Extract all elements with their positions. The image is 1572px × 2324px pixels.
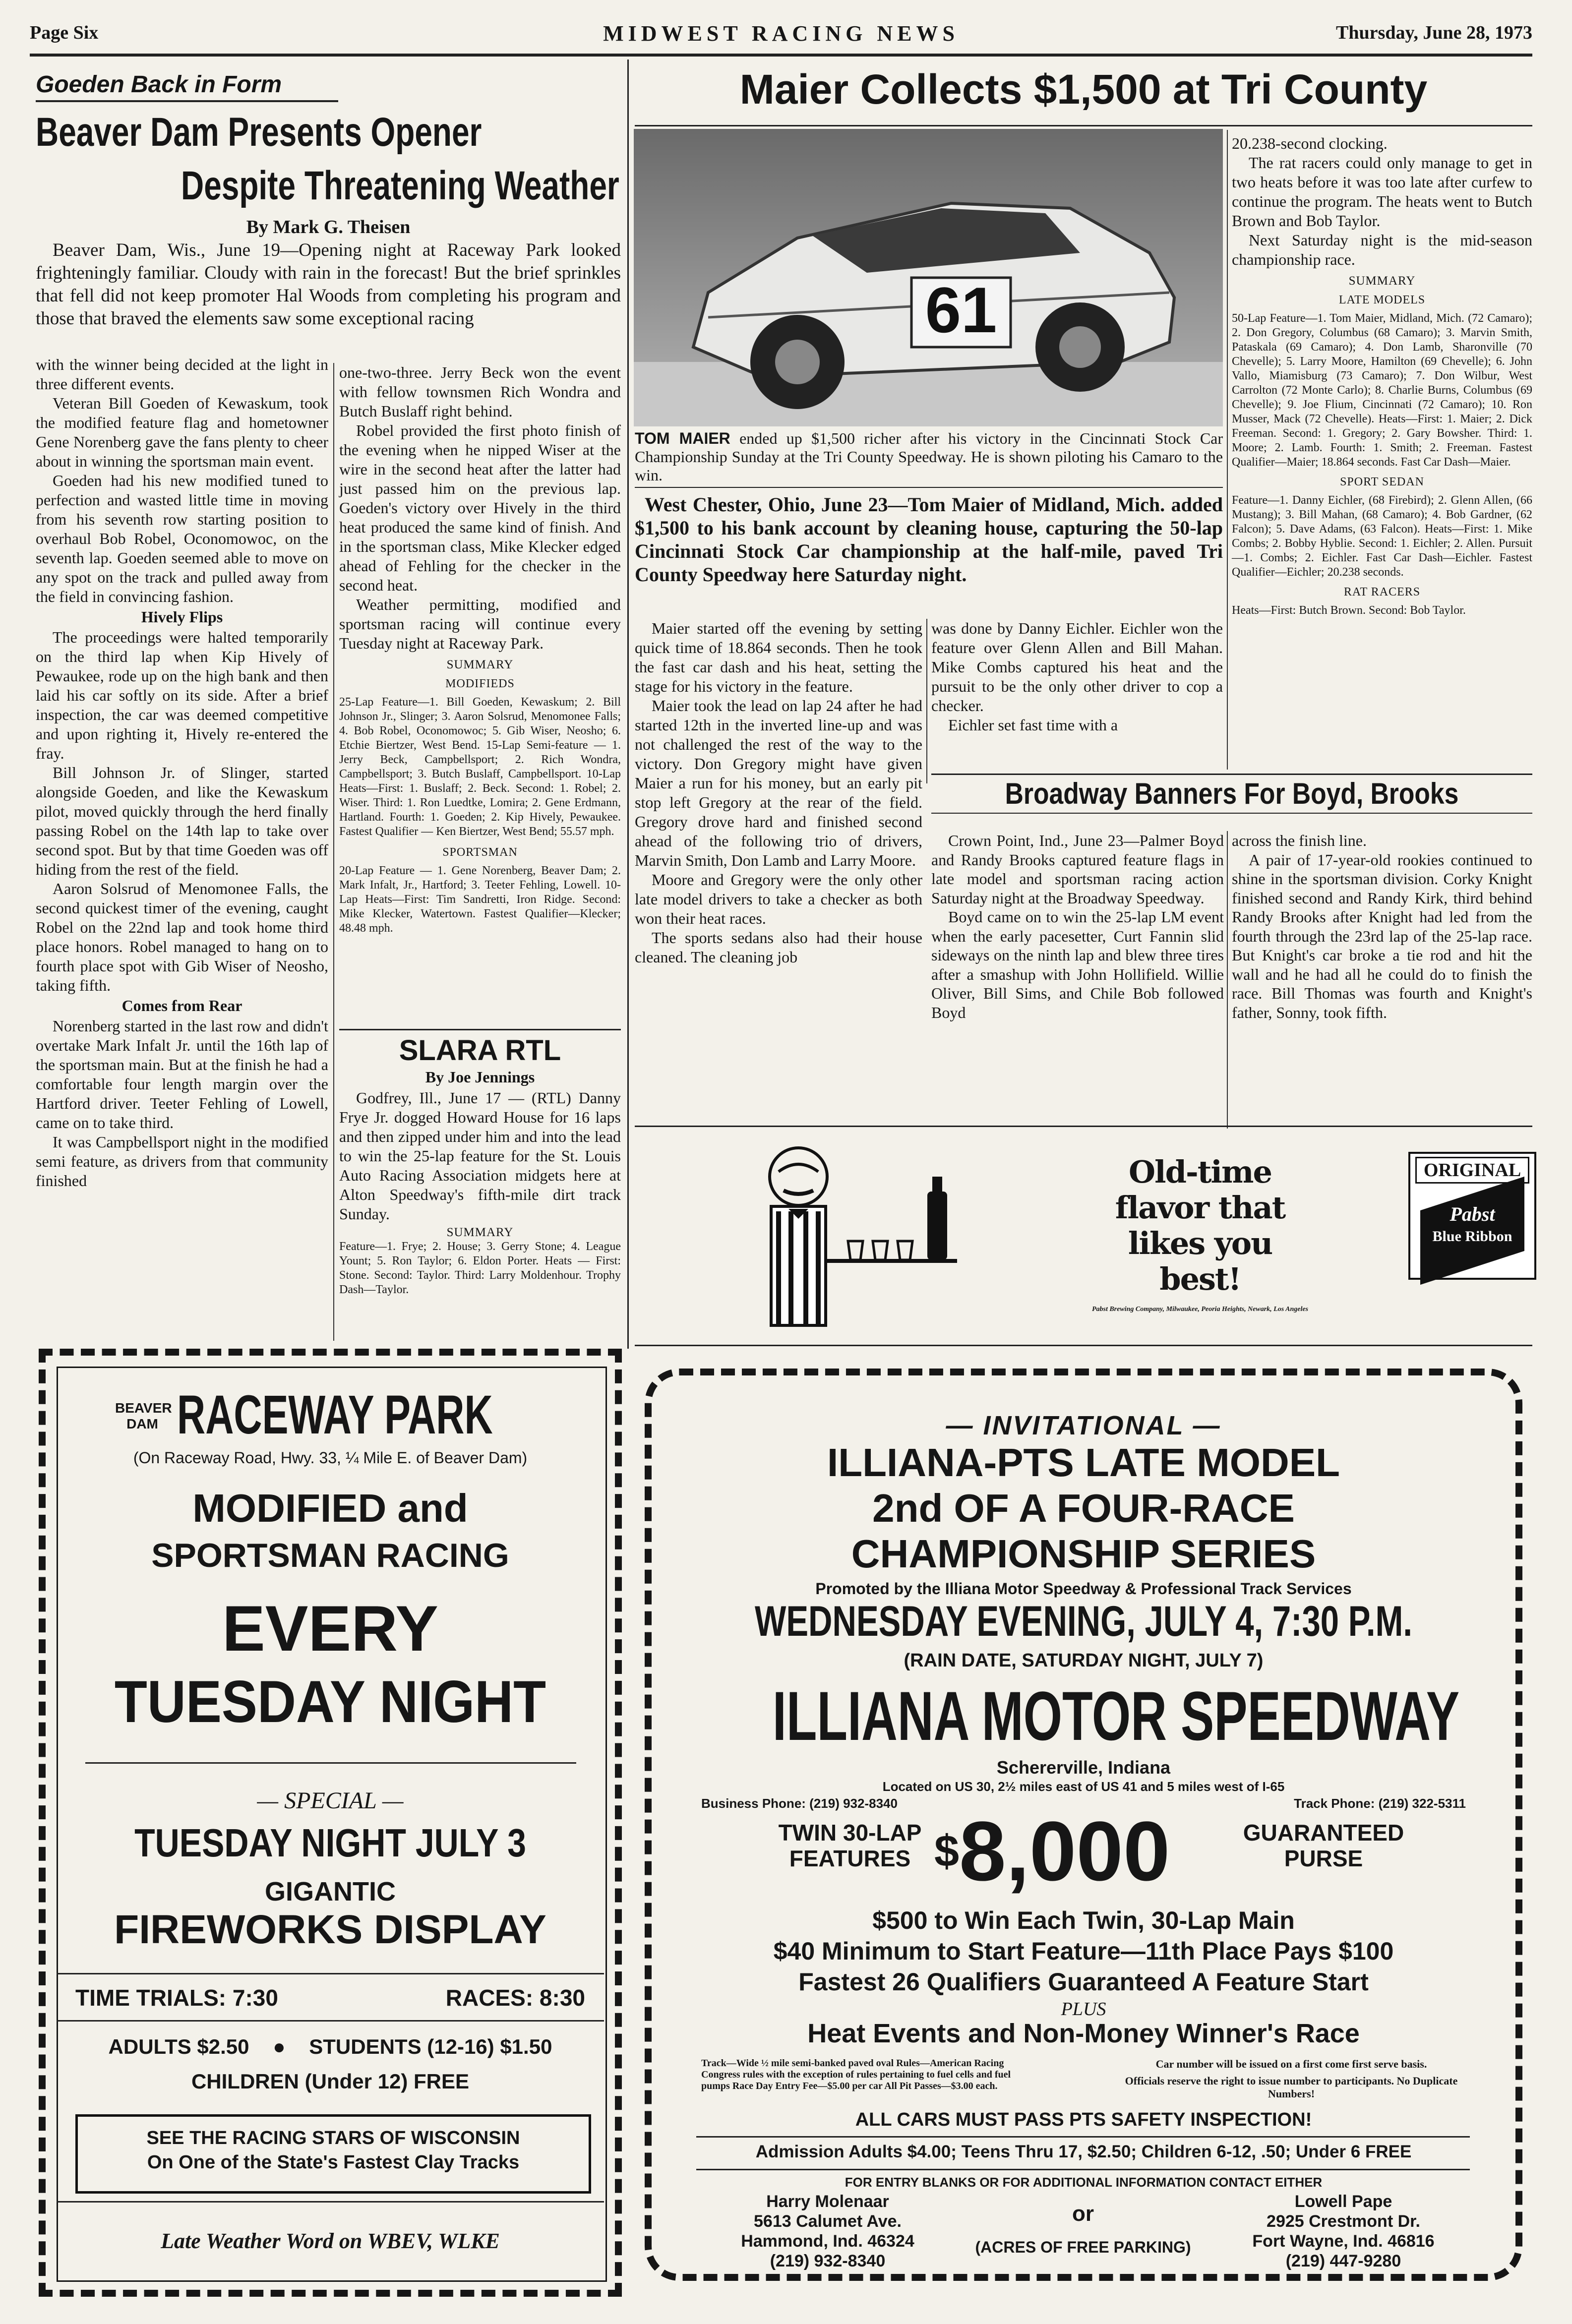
results-text: 20-Lap Feature — 1. Gene Norenberg, Beaver Dam; 2. Mark Infalt, Jr., Hartford; 3. Teeter Fehling, Lowell. 10-Lap Heats—First: Tim Sandretti, Iron Ridge. Second: Mike Klecker, Watertown. Fastest Qualifier—Klecker; 48.48 mph.: [339, 864, 621, 935]
adults-price: ADULTS $2.50: [108, 2035, 249, 2058]
raceway-line4: TUESDAY NIGHT: [114, 1669, 546, 1735]
slara-summary: [339, 1240, 621, 1297]
illiana-ad: [645, 1369, 1522, 2281]
subhead-comes-from-rear: Comes from Rear: [121, 997, 242, 1014]
raceway-line6: GIGANTIC: [265, 1877, 396, 1907]
rules-right: [1113, 2058, 1470, 2100]
headline-line-1: Beaver Dam Presents Opener: [36, 110, 482, 155]
paragraph: Bill Johnson Jr. of Slinger, started alongside Goeden, and like the Kewaskum pilot, moved quickly through the herd finally passing Robel on the 14th lap to take over second spot. But by that time Goeden was off hiding from the rest of the field.: [36, 764, 328, 878]
masthead: [30, 14, 1532, 50]
tricounty-lead: [635, 493, 1223, 586]
paragraph: Veteran Bill Goeden of Kewaskum, took the modified feature flag and hometowner Gene Norenberg gave the fans plenty to cheer about in winning the sportsman main event.: [36, 394, 328, 470]
slogan-line: flavor that: [1115, 1190, 1285, 1226]
slara-summary-head: SUMMARY: [446, 1226, 514, 1239]
contact-address: 2925 Crestmont Dr.: [1267, 2212, 1420, 2231]
broadway-headline: Broadway Banners For Boyd, Brooks: [1005, 777, 1459, 810]
twin-features: [776, 1820, 924, 1871]
paragraph: It was Campbellsport night in the modified semi feature, as drivers from that community finished: [36, 1133, 328, 1190]
contact-phone: (219) 932-8340: [770, 2252, 886, 2270]
raceway-rule-3: [57, 2020, 604, 2022]
invitational: — INVITATIONAL —: [946, 1411, 1221, 1440]
raceway-rule-1: [85, 1762, 576, 1764]
track-phone: Track Phone: (219) 322-5311: [1294, 1796, 1466, 1811]
tricounty-rule: [635, 125, 1532, 126]
slogan-line: likes you: [1128, 1225, 1272, 1261]
illiana-rule-2: [696, 2169, 1470, 2170]
purse-number: 8,000: [959, 1804, 1170, 1899]
pabst-footer: Pabst Brewing Company, Milwaukee, Peoria Heights, Newark, Los Angeles: [1091, 1306, 1309, 1313]
illiana-admission: Admission Adults $4.00; Teens Thru 17, $2.50; Children 6-12, .50; Under 6 FREE: [755, 2142, 1412, 2161]
article1-lead: [36, 239, 621, 330]
illiana-parking: (ACRES OF FREE PARKING): [975, 2238, 1191, 2256]
car-number: 61: [925, 274, 997, 346]
paragraph: Crown Point, Ind., June 23—Palmer Boyd and Randy Brooks captured feature flags in late model and sportsman racing action Saturday night at the Broadway Speedway.: [931, 832, 1224, 907]
weather-word: Late Weather Word on WBEV, WLKE: [161, 2229, 500, 2253]
results-text: Feature—1. Frye; 2. House; 3. Gerry Stone; 4. League Yount; 5. Ron Taylor; 6. Eldon Porter. Heats — First: Stone. Second: Taylor. Third: Larry Moldenhour. Trophy Dash—Taylor.: [339, 1240, 621, 1296]
contact-city: Fort Wayne, Ind. 46816: [1252, 2232, 1435, 2251]
tricounty-summary-head: SUMMARY: [1348, 274, 1416, 288]
paragraph: Next Saturday night is the mid-season championship race.: [1232, 231, 1532, 268]
ads-rule: [635, 1345, 1532, 1346]
stars-line-2: On One of the State's Fastest Clay Tracks: [147, 2152, 520, 2173]
subhead-hively-flips: Hively Flips: [141, 608, 223, 626]
broadway-column-2: [1232, 831, 1532, 1022]
raceway-address: (On Raceway Road, Hwy. 33, ¼ Mile E. of Beaver Dam): [133, 1449, 528, 1467]
sportsman-head: SPORTSMAN: [442, 846, 518, 859]
races-time: RACES: 8:30: [445, 1985, 585, 2011]
illiana-plus: PLUS: [1061, 1999, 1106, 2020]
payout-line: $40 Minimum to Start Feature—11th Place Pays $100: [773, 1937, 1394, 1965]
label-brand: Pabst: [1450, 1203, 1495, 1225]
paragraph: Godfrey, Ill., June 17 — (RTL) Danny Frye Jr. dogged Howard House for 16 laps and then zipped under him and into the lead to win the 25-lap feature for the St. Louis Auto Racing Association midgets here at Alton Speedway's fifth-mile dirt track Sunday.: [339, 1089, 621, 1223]
waiter-illustration: [724, 1137, 972, 1330]
sportsman-results: [339, 864, 621, 936]
sport-sedan-results: [1232, 493, 1532, 580]
pabst-slogan: [1081, 1154, 1319, 1297]
raceway-line2: SPORTSMAN RACING: [151, 1537, 509, 1574]
lead-paragraph: West Chester, Ohio, June 23—Tom Maier of Midland, Mich. added $1,500 to his bank account by cleaning house, capturing the 50-lap Cincinnati Stock Car championship at the half-mile, paved Tri County Speedway here Saturday night.: [635, 493, 1223, 586]
paragraph: Norenberg started in the last row and didn't overtake Mark Infalt Jr. until the 16th lap of the sportsman main. But at the finish he had a comfortable four length margin over the Hartford driver. Teeter Fehling of Lowell, came on to take third.: [36, 1017, 328, 1132]
caption-name: TOM MAIER: [635, 429, 730, 447]
article1-column-1: [36, 355, 328, 1191]
raceway-rule-4: [57, 2201, 604, 2203]
label-sub: Blue Ribbon: [1432, 1228, 1512, 1245]
paper-name: MIDWEST RACING NEWS: [603, 21, 959, 46]
twin-line-1: TWIN 30-LAP: [778, 1820, 922, 1846]
raceway-line3: EVERY: [222, 1592, 438, 1665]
payout-line: Fastest 26 Qualifiers Guaranteed A Feature Start: [798, 1968, 1369, 1996]
illiana-heat-events: Heat Events and Non-Money Winner's Race: [807, 2019, 1360, 2048]
masthead-rule: [30, 54, 1532, 57]
paragraph: Eichler set fast time with a: [948, 716, 1118, 734]
dam-text: DAM: [126, 1416, 158, 1431]
purse-amount: [934, 1804, 1170, 1899]
caption-rule: [635, 487, 1223, 488]
slara-article: [339, 1029, 621, 1297]
modified-head: MODIFIEDS: [445, 677, 515, 690]
byline-theisen: By Mark G. Theisen: [246, 217, 411, 238]
paragraph: The sports sedans also had their house cleaned. The cleaning job: [635, 929, 922, 966]
pabst-label: [1408, 1152, 1536, 1280]
raceway-name: RACEWAY PARK: [177, 1384, 493, 1445]
late-models-head: LATE MODELS: [1338, 294, 1426, 306]
payout-line: $500 to Win Each Twin, 30-Lap Main: [872, 1907, 1295, 1934]
rules-right-2: Officials reserve the right to issue number to participants. No Duplicate Numbers!: [1125, 2075, 1458, 2100]
illiana-h2: 2nd OF A FOUR-RACE: [872, 1486, 1295, 1530]
beaver-text: BEAVER: [115, 1400, 172, 1416]
results-text: 50-Lap Feature—1. Tom Maier, Midland, Mich. (72 Camaro); 2. Don Gregory, Columbus (68 Camaro); 3. Marvin Smith, Pataskala (69 Camaro); 4. Don Lamb, Sharonville (70 Chevelle); 5. Larry Moore, Hamilton (69 Chevelle); 6. John Vallo, Miamisburg (73 Camaro); 7. Don Wilbur, West Carrolton (72 Monte Carlo); 8. Charlie Burns, Columbus (69 Chevelle); 9. Joe Flium, Cincinnati (72 Camaro); 10. Ron Musser, Mack (72 Chevelle). Heats—First: 1. Maier; 2. Dick Freeman. Second: 1. Gregory; 2. Gary Bowsher. Third: 1. Moore; 2. Lamb. Fourth: 1. Smith; 2. Freeman. Fastest Qualifier—Maier; 18.864 seconds. Fast Car Dash—Maier.: [1232, 312, 1532, 469]
illiana-safety: ALL CARS MUST PASS PTS SAFETY INSPECTION!: [855, 2109, 1312, 2130]
column-rule-main: [627, 60, 629, 1349]
raceway-rule-2: [57, 1973, 604, 1974]
contact-city: Hammond, Ind. 46324: [741, 2232, 914, 2251]
broadway-divider: [1227, 831, 1228, 1129]
broadway-column-1: [931, 831, 1224, 1022]
rules-left: Track—Wide ½ mile semi-banked paved oval Rules—American Racing Congress rules with the exception of rules pertaining to fuel cells and fuel pumps Race Day Entry Fee—$5.00 per car All Pit Passes—$3.00 each.: [701, 2058, 1011, 2091]
paragraph: one-two-three. Jerry Beck won the event with fellow townsmen Rich Wondra and Butch Buslaff right behind.: [339, 363, 621, 420]
illiana-promoted: Promoted by the Illiana Motor Speedway & Professional Track Services: [815, 1580, 1352, 1598]
article1-column-2: [339, 363, 621, 936]
results-text: 25-Lap Feature—1. Bill Goeden, Kewaskum; 2. Bill Johnson Jr., Slinger; 3. Aaron Solsrud, Menomonee Falls; 4. Bob Robel, Oconomowoc; 5. Gib Wiser, Neosho; 6. Etchie Biertzer, West Bend. 15-Lap Semi-feature — 1. Jerry Beck, Campbellsport; 2. Rich Wondra, Campbellsport; 3. Butch Buslaff, Campbellsport. 10-Lap Heats—First: 1. Buslaff; 2. Beck. Second: 1. Robel; 2. Wiser. Third: 1. Ron Luedtke, Lomira; 2. Gene Erdmann, Hartland. Fourth: 1. Goeden; 2. Kip Hively, Pewaukee. Fastest Qualifier — Ken Biertzer, West Bend; 55.57 mph.: [339, 696, 621, 838]
rules-right-1: Car number will be issued on a first come first serve basis.: [1155, 2058, 1427, 2070]
business-phone: Business Phone: (219) 932-8340: [701, 1796, 898, 1811]
modified-results: [339, 695, 621, 839]
broadway-article: [931, 774, 1532, 814]
raceway-line5: TUESDAY NIGHT JULY 3: [134, 1821, 526, 1865]
contact-phone: (219) 447-9280: [1285, 2252, 1401, 2270]
paragraph: 20.238-second clocking.: [1232, 134, 1388, 152]
bullet-icon: ●: [273, 2035, 286, 2058]
illiana-h3: CHAMPIONSHIP SERIES: [851, 1532, 1316, 1576]
contact-name: Harry Molenaar: [766, 2192, 889, 2211]
goeden-kicker: [36, 70, 338, 102]
contact-name: Lowell Pape: [1294, 2192, 1392, 2211]
paragraph: Goeden had his new modified tuned to perfection and wasted little time in moving from his seventh row starting position to overhaul Bob Robel, Oconomowoc, on the seventh lap. Goeden seemed able to move on any spot on the track and pulled away from the field in convincing fashion.: [36, 472, 328, 605]
contact-molenaar: [721, 2192, 934, 2271]
dollar-sign: $: [934, 1827, 960, 1876]
paragraph: The proceedings were halted temporarily on the third lap when Kip Hively of Pewaukee, rode up on the high bank and then laid his car softly on its side. After a brief inspection, the car was deemed competitive and upon righting it, Hively re-entered the fray.: [36, 628, 328, 762]
race-car-photo: [634, 129, 1223, 426]
paragraph: across the finish line.: [1232, 832, 1367, 849]
tricounty-headline: Maier Collects $1,500 at Tri County: [739, 66, 1428, 113]
illiana-town: Schererville, Indiana: [996, 1757, 1171, 1778]
pabst-ad: [635, 1126, 1532, 1345]
late-models-results: [1232, 311, 1532, 470]
illiana-date: WEDNESDAY EVENING, JULY 4, 7:30 P.M.: [755, 1598, 1412, 1645]
label-original: ORIGINAL: [1415, 1157, 1529, 1184]
rat-racers-results: [1232, 603, 1532, 618]
page-number: Page Six: [30, 22, 99, 43]
slara-byline: By Joe Jennings: [425, 1068, 535, 1086]
contact-pape: [1232, 2192, 1455, 2271]
illiana-or: or: [1072, 2202, 1094, 2226]
contact-address: 5613 Calumet Ave.: [754, 2212, 902, 2231]
paragraph: Weather permitting, modified and sportsman racing will continue every Tuesday night at Raceway Park.: [339, 596, 621, 652]
purse-text: PURSE: [1284, 1846, 1363, 1871]
racing-stars-box: [75, 2114, 591, 2194]
stars-line-1: SEE THE RACING STARS OF WISCONSIN: [146, 2128, 520, 2148]
slara-headline: SLARA RTL: [399, 1034, 561, 1067]
raceway-line1: MODIFIED and: [192, 1486, 468, 1530]
paragraph: Moore and Gregory were the only other late model drivers to take a checker as both won their heat races.: [635, 871, 922, 927]
paragraph: Maier took the lead on lap 24 after he had started 12th in the inverted line-up and was not challenged the rest of the way to the victory. Don Gregory might have given Maier a run for his money, but an early pit stop left Gregory at the rear of the field. Gregory drove hard and finished second ahead of the following trio of drivers, Marvin Smith, Don Lamb and Larry Moore.: [635, 697, 922, 869]
caption-text: ended up $1,500 richer after his victory in the Cincinnati Stock Car Championship Sunday at the Tri County Speedway. He is shown piloting his Camaro to the win.: [635, 429, 1223, 484]
tricounty-column-3: [1232, 134, 1532, 618]
children-price: CHILDREN (Under 12) FREE: [191, 2070, 470, 2093]
paragraph: with the winner being decided at the light in three different events.: [36, 356, 328, 393]
paragraph: Boyd came on to win the 25-lap LM event when the early pacesetter, Curt Fannin slid sideways on the ninth lap and blew three tires after a smashup with John Hollifield. Willie Oliver, Bill Sims, and Chile Bob followed Boyd: [931, 908, 1224, 1021]
beaver-dam-stack: [115, 1400, 170, 1432]
paragraph: Robel provided the first photo finish of the evening when he nipped Wiser at the wire in the second heat after the latter had just passed him on the previous lap. Goeden's victory over Hively in the third heat produced the same kind of finish. And in the sportsman class, Mike Klecker edged ahead of Fehling for the checker in the second heat.: [339, 421, 621, 594]
article1-column-divider: [333, 363, 334, 1341]
guaranteed-text: GUARANTEED: [1243, 1820, 1404, 1846]
illiana-rain: (RAIN DATE, SATURDAY NIGHT, JULY 7): [904, 1650, 1264, 1671]
paragraph: Aaron Solsrud of Menomonee Falls, the second quickest timer of the evening, caught Robel on the 22nd lap and took home third place honors. Robel managed to hang on to fourth place spot with Gib Wiser of Neosho, taking fifth.: [36, 880, 328, 994]
illiana-name: ILLIANA MOTOR SPEEDWAY: [772, 1677, 1460, 1755]
illiana-rule-1: [696, 2136, 1470, 2138]
paragraph: A pair of 17-year-old rookies continued to shine in the sportsman division. Corky Knight finished second and Randy Kirk, third behind Randy Brooks after Knight had led from the fourth through the 23rd lap of the 25-lap race. But Knight's car broke a tie rod and hit the wall and he had all he could do to finish the race. Bill Thomas was fourth and Knight's father, Sonny, took fifth.: [1232, 850, 1532, 1021]
lead-paragraph: Beaver Dam, Wis., June 19—Opening night at Raceway Park looked frighteningly familiar. Cloudy with rain in the forecast! But the brief sprinkles that fell did not keep promoter Hal Woods from completing his program and those that braved the elements saw some exceptional racing: [36, 240, 621, 329]
raceway-park-ad: [39, 1349, 622, 2297]
results-text: Heats—First: Butch Brown. Second: Bob Taylor.: [1232, 604, 1466, 617]
twin-line-2: FEATURES: [789, 1846, 911, 1871]
paragraph: was done by Danny Eichler. Eichler won the feature over Glenn Allen and Bill Mahan. Mike Combs captured his heat and the pursuit to be the only other driver to cop a checker.: [931, 619, 1223, 715]
tricounty-divider-1: [926, 619, 927, 783]
summary-head: SUMMARY: [446, 658, 514, 671]
results-text: Feature—1. Danny Eichler, (68 Firebird); 2. Glenn Allen, (66 Mustang); 3. Bill Mahan, (68 Camaro); 4. Bob Gardner, (62 Falcon); 5. Dave Adams, (63 Falcon). Heats—First: 1. Mike Combs; 2. Bobby Hyblie. Second: 1. Eichler; 2. Allen. Pursuit—1. Combs; 2. Eichler. Fast Car Dash—Eichler. Fastest Qualifier—Eichler; 20.238 seconds.: [1232, 494, 1532, 579]
paragraph: The rat racers could only manage to get in two heats before it was too late after curfew to continue the program. The heats went to Butch Brown and Bob Taylor.: [1232, 154, 1532, 230]
time-trials: TIME TRIALS: 7:30: [75, 1985, 278, 2011]
issue-date: Thursday, June 28, 1973: [1336, 22, 1532, 43]
illiana-located: Located on US 30, 2½ miles east of US 41 and 5 miles west of I-65: [882, 1779, 1285, 1794]
photo-caption: [635, 429, 1223, 484]
kicker-text: Goeden Back in Form: [36, 71, 282, 98]
illiana-h1: ILLIANA-PTS LATE MODEL: [827, 1440, 1340, 1485]
tricounty-divider-2: [1227, 130, 1228, 770]
sport-sedan-head: SPORT SEDAN: [1340, 476, 1424, 488]
slara-body: [339, 1088, 621, 1224]
illiana-entry: FOR ENTRY BLANKS OR FOR ADDITIONAL INFORMATION CONTACT EITHER: [845, 2175, 1323, 2190]
headline-line-2: Despite Threatening Weather: [181, 163, 619, 208]
tricounty-column-2: [931, 619, 1223, 735]
paragraph: Maier started off the evening by setting quick time of 18.864 seconds. Then he took the fast car dash and his heat, setting the stage for his victory in the feature.: [635, 619, 922, 695]
raceway-line7: FIREWORKS DISPLAY: [114, 1907, 546, 1952]
tricounty-column-1: [635, 619, 922, 967]
illiana-payouts: [652, 1905, 1515, 1997]
students-price: STUDENTS (12-16) $1.50: [309, 2035, 552, 2058]
prices-row: [60, 2035, 600, 2059]
slogan-line: best!: [1159, 1261, 1241, 1297]
guaranteed-purse: [1242, 1820, 1405, 1871]
raceway-special: — SPECIAL —: [257, 1788, 404, 1814]
slogan-line: Old-time: [1129, 1154, 1271, 1190]
rat-racers-head: RAT RACERS: [1343, 586, 1421, 598]
